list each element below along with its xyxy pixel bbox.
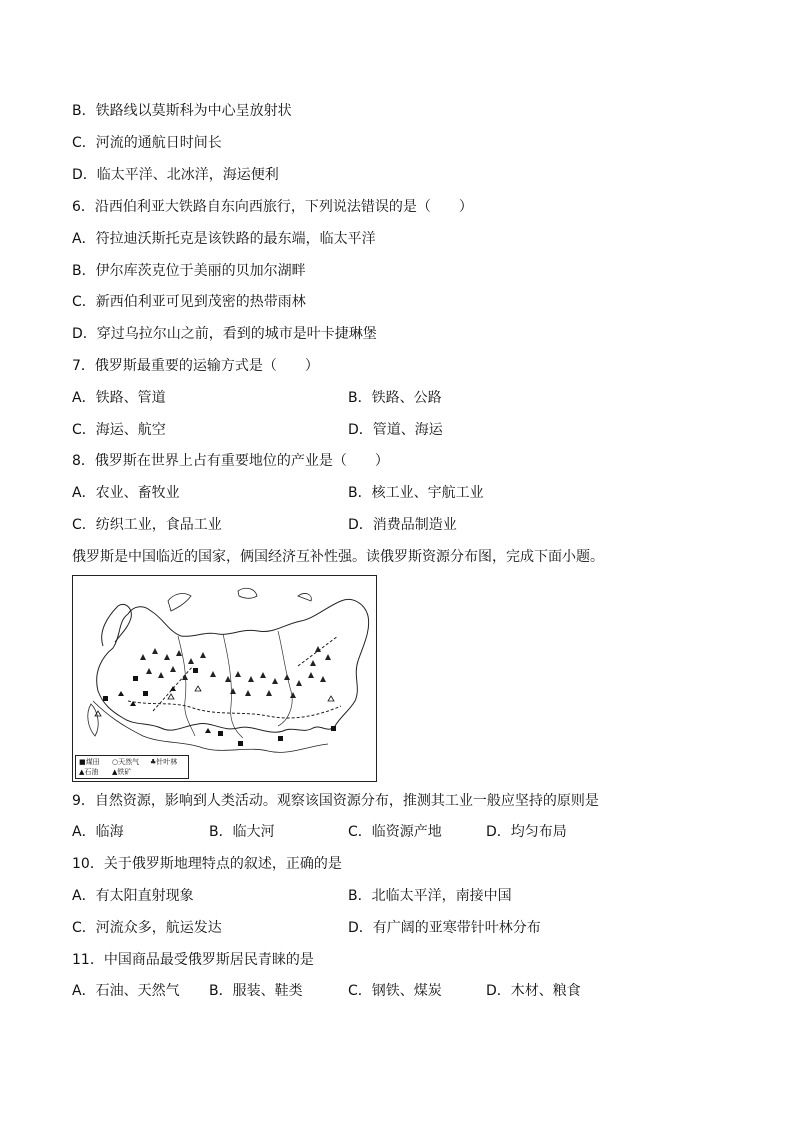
q5-option-c: C．河流的通航日时间长 (72, 135, 222, 151)
q8-option-a: A．农业、畜牧业 (72, 485, 180, 501)
q9-option-a: A．临海 (72, 824, 124, 840)
river-ob (178, 636, 195, 736)
iron-symbols (118, 686, 211, 733)
q11-option-b: B．服装、鞋类 (209, 983, 303, 999)
passage-intro: 俄罗斯是中国临近的国家，俩国经济互补性强。读俄罗斯资源分布图，完成下面小题。 (72, 549, 604, 565)
legend-iron: ▲铁矿 (112, 768, 132, 776)
q7-option-a: A．铁路、管道 (72, 390, 166, 406)
q5-option-b: B．铁路线以莫斯科为中心呈放射状 (72, 103, 292, 119)
legend-coal: ■煤田 (79, 758, 100, 766)
q10-option-b: B．北临太平洋，南接中国 (348, 888, 512, 904)
q10-option-c: C．河流众多，航运发达 (72, 920, 222, 936)
q8-option-d: D．消费品制造业 (348, 517, 457, 533)
q11-stem: 11．中国商品最受俄罗斯居民青睐的是 (72, 952, 314, 968)
novaya-zemlya (168, 594, 191, 611)
russia-map-drawing (73, 576, 375, 780)
q6-option-c: C．新西伯利亚可见到茂密的热带雨林 (72, 294, 306, 310)
q11-option-d: D．木材、粮食 (486, 983, 581, 999)
q8-option-c: C．纺织工业，食品工业 (72, 517, 222, 533)
russia-resource-map (72, 575, 377, 782)
q7-option-d: D．管道、海运 (348, 422, 443, 438)
q9-option-b: B．临大河 (209, 824, 275, 840)
q6-option-d: D．穿过乌拉尔山之前，看到的城市是叶卡捷琳堡 (72, 326, 377, 342)
q10-stem: 10．关于俄罗斯地理特点的叙述，正确的是 (72, 856, 342, 872)
q8-option-b: B．核工业、宇航工业 (348, 485, 484, 501)
legend-gas: ○天然气 (112, 758, 140, 766)
legend-oil: ▲石油 (79, 768, 99, 776)
new-siberian-islands (298, 594, 311, 601)
q8-stem: 8．俄罗斯在世界上占有重要地位的产业是（ ） (72, 453, 389, 469)
coal-symbols (103, 668, 336, 746)
q11-option-a: A．石油、天然气 (72, 983, 180, 999)
forest-symbols (140, 646, 331, 698)
q5-option-d: D．临太平洋、北冰洋，海运便利 (72, 167, 279, 183)
severnaya-zemlya (238, 588, 257, 598)
q7-option-c: C．海运、航空 (72, 422, 166, 438)
legend-forest: ♣针叶林 (150, 758, 178, 766)
q7-option-b: B．铁路、公路 (348, 390, 442, 406)
map-legend (75, 755, 189, 779)
q9-option-d: D．均匀布局 (486, 824, 567, 840)
southern-border (93, 701, 328, 752)
oil-symbols (95, 686, 334, 716)
q6-option-b: B．伊尔库茨克位于美丽的贝加尔湖畔 (72, 263, 306, 279)
q9-stem: 9．自然资源，影响到人类活动。观察该国资源分布，推测其工业一般应坚持的原则是 (72, 793, 599, 809)
q10-option-d: D．有广阔的亚寒带针叶林分布 (348, 920, 541, 936)
q9-option-c: C．临资源产地 (348, 824, 442, 840)
russia-outline (97, 599, 369, 732)
river-yenisei (223, 634, 243, 738)
q7-stem: 7．俄罗斯最重要的运输方式是（ ） (72, 358, 319, 374)
caspian-sea (88, 704, 98, 736)
q11-option-c: C．钢铁、煤炭 (348, 983, 442, 999)
q6-stem: 6．沿西伯利亚大铁路自东向西旅行，下列说法错误的是（ ） (72, 199, 473, 215)
scandinavia-outline (102, 604, 132, 646)
q6-option-a: A．符拉迪沃斯托克是该铁路的最东端，临太平洋 (72, 231, 376, 247)
q10-option-a: A．有太阳直射现象 (72, 888, 194, 904)
